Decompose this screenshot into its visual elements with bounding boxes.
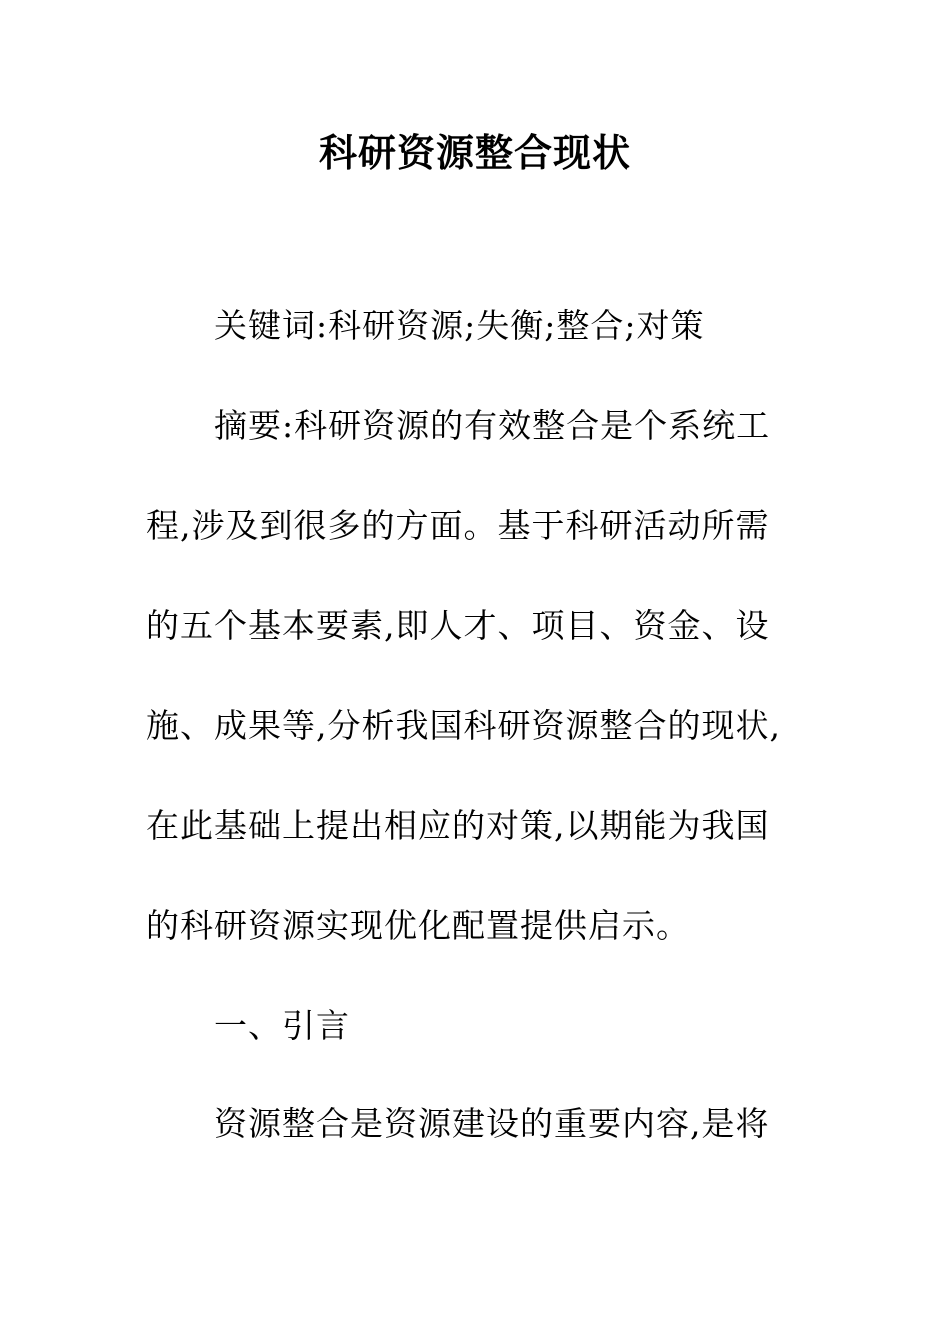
keywords-line: 关键词:科研资源;失衡;整合;对策 — [214, 306, 705, 345]
abstract-line-5: 在此基础上提出相应的对策,以期能为我国 — [146, 806, 770, 845]
abstract-line-2: 程,涉及到很多的方面。基于科研活动所需 — [146, 506, 770, 545]
abstract-line-4: 施、成果等,分析我国科研资源整合的现状, — [146, 706, 781, 745]
document-title: 科研资源整合现状 — [318, 130, 631, 175]
abstract-line-6: 的科研资源实现优化配置提供启示。 — [146, 906, 690, 945]
body-line-1: 资源整合是资源建设的重要内容,是将 — [214, 1104, 770, 1143]
abstract-line-1: 摘要:科研资源的有效整合是个系统工 — [214, 406, 771, 445]
abstract-line-3: 的五个基本要素,即人才、项目、资金、设 — [146, 606, 770, 645]
section-heading: 一、引言 — [214, 1006, 350, 1045]
